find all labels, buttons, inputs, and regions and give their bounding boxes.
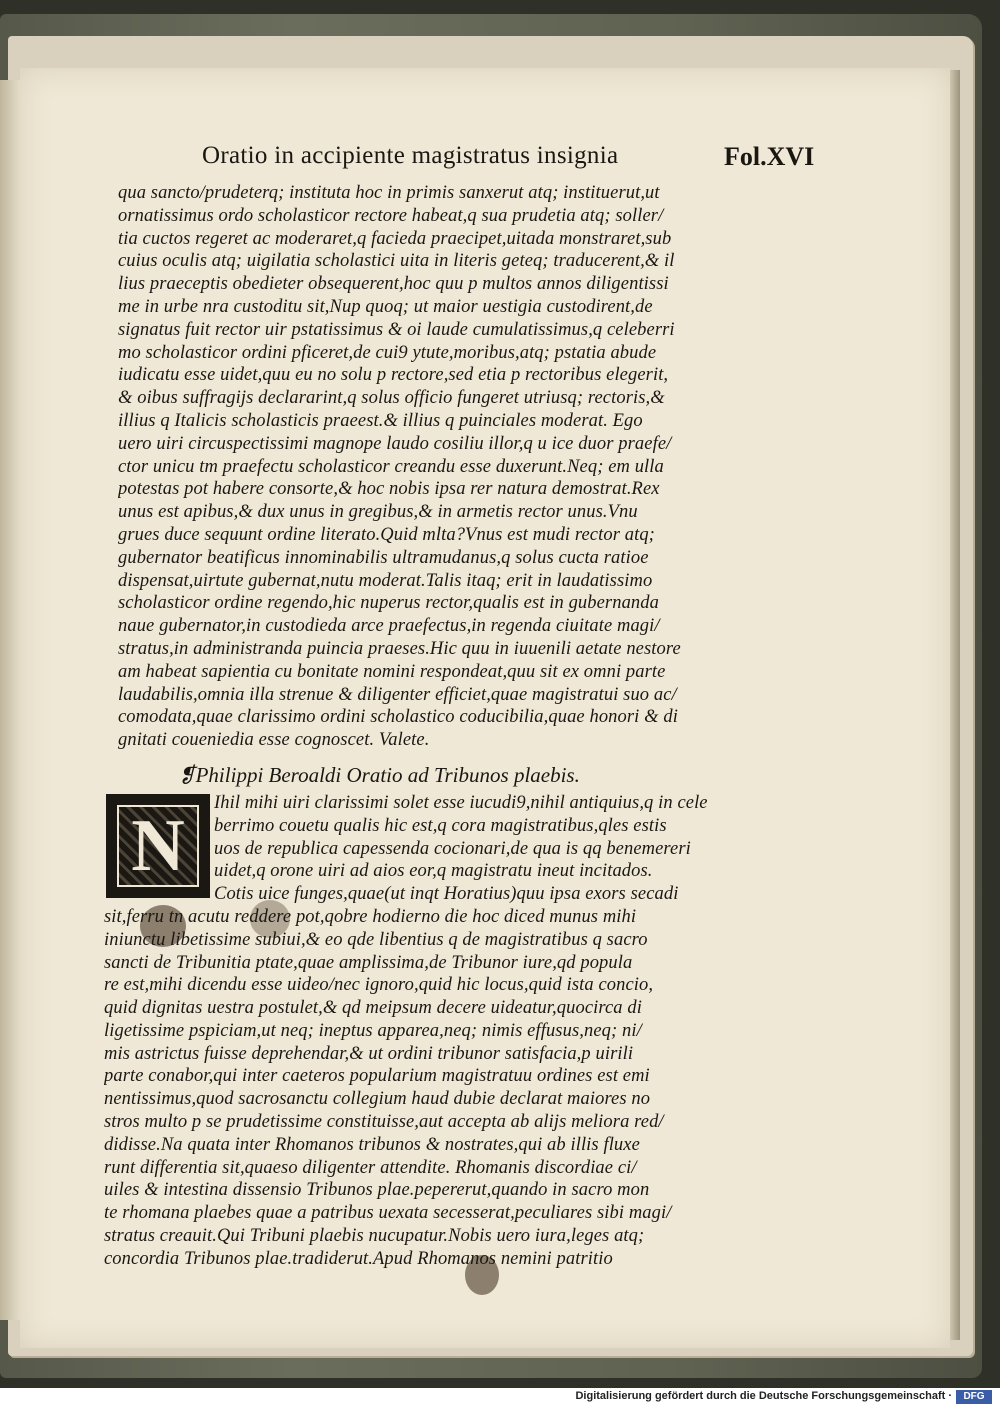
running-title: Oratio in accipiente magistratus insignia [202, 142, 619, 169]
text-line: ornatissimus ordo scholasticor rectore habeat,q sua prudetia atq; soller/ [118, 205, 664, 226]
text-line: illius q Italicis scholasticis praeest.& illius q puinciales moderat. Ego [118, 410, 643, 431]
text-line: mis astrictus fuisse deprehendar,& ut ordini tribunor satisfacia,p uirili [104, 1043, 634, 1064]
text-line: qua sancto/prudeterq; instituta hoc in primis sanxerut atq; instituerut,ut [118, 183, 660, 203]
text-line: lius praeceptis obedieter obsequerent,hoc quu p multos annos diligentissi [118, 274, 669, 295]
text-line: Cotis uice funges,quae(ut inqt Horatius)quu ipsa exors secadi [214, 884, 679, 905]
decorated-initial [106, 794, 210, 898]
text-line: concordia Tribunos plae.tradiderut.Apud Rhomanos nemini patritio [104, 1248, 613, 1269]
text-line: uiles & intestina dissensio Tribunos plae.pepererut,quando in sacro mon [104, 1180, 650, 1201]
text-line: stros multo p se prudetissime constituisse,aut accepta ab alijs meliora red/ [104, 1112, 664, 1133]
section-heading [178, 762, 794, 788]
text-line: am habeat sapientia cu bonitate nomini respondeat,quu sit ex omni parte [118, 661, 666, 682]
text-line: me in urbe nra custoditu sit,Nup quoq; ut maior uestigia custodirent,de [118, 296, 653, 317]
right-page-shadow [950, 70, 960, 1340]
text-line: ctor unicu tm praefectu scholasticor creandu esse duxerunt.Neq; em ulla [118, 456, 664, 477]
text-line: iudicatu esse uidet,quu eu no solu p rectore,sed etia p rectoribus elegerit, [118, 365, 669, 386]
text-line: & oibus suffragijs declararint,q solus officio fungeret utriusq; rectoris,& [118, 388, 665, 409]
text-line: comodata,quae clarissimo ordini scholastico coducibilia,quae honori & di [118, 707, 678, 728]
text-line: tia cuctos regeret ac moderaret,q facieda praecipet,uitada monstraret,sub [118, 228, 672, 249]
page-header [94, 142, 815, 182]
text-line: te rhomana plaebes quae a patribus uexata secesserat,peculiares sibi magi/ [104, 1203, 672, 1224]
text-line: quid dignitas uestra postulet,& qd meipsum decere uideatur,quocirca di [104, 998, 642, 1019]
text-line: uero uiri circuspectissimi magnope laudo cosiliu illor,q u ice duor praefe/ [118, 433, 672, 454]
text-line: mo scholasticor ordini pficeret,de cui9 ytute,moribus,atq; pstatia abude [118, 342, 657, 363]
heading-text: Philippi Beroaldi Oratio ad Tribunos plaebis. [195, 762, 580, 787]
text-line: naue gubernator,in custodieda arce praefectus,in regenda ciuitate magi/ [118, 616, 660, 637]
text-line: runt differentia sit,quaeso diligenter attendite. Rhomanis discordiae ci/ [104, 1157, 637, 1178]
text-line: dispensat,uirtute gubernat,nutu moderat.Talis itaq; erit in laudatissimo [118, 570, 653, 591]
text-line: cuius oculis atq; uigilatia scholastici uita in literis geteq; traducerent,& il [118, 251, 675, 272]
text-line: laudabilis,omnia illa strenue & diligenter efficiet,quae magistratui suo ac/ [118, 684, 677, 705]
text-line: unus est apibus,& dux unus in gregibus,& in armetis rector unus.Vnu [118, 502, 638, 523]
text-line: nentissimus,quod sacrosanctu collegium haud dubie declarat maiores no [104, 1089, 651, 1110]
text-line: gnitati coueniedia esse cognoscet. Valete. [118, 730, 430, 751]
text-line: uos de republica capessenda cocionari,de qua is qq benemereri [214, 838, 691, 859]
text-line: berrimo couetu qualis hic est,q cora magistratibus,qles estis [214, 815, 667, 836]
text-line: ligetissime pspiciam,ut neq; ineptus apparea,neq; nimis effusus,neq; ni/ [104, 1020, 642, 1041]
text-line: grues duce sequunt ordine literato.Quid mlta?Vnus est mudi rector atq; [118, 524, 655, 545]
text-line: scholasticor ordine regendo,hic nuperus rector,qualis est in gubernanda [118, 593, 659, 614]
text-line: signatus fuit rector uir pstatissimus & oi laude cumulatissimus,q celeberri [118, 319, 675, 340]
text-line: stratus,in administranda puincia praeses.Hic quu in iuuenili aetate nestore [118, 638, 681, 659]
text-line: stratus creauit.Qui Tribuni plaebis nucupatur.Nobis uero iura,leges atq; [104, 1226, 645, 1247]
text-line: gubernator beatificus innominabilis ultramudanus,q solus cucta ratioe [118, 547, 649, 568]
text-line: sancti de Tribunitia ptate,quae amplissima,de Tribunor iure,qd popula [104, 952, 633, 973]
text-line: uidet,q orone uiri ad aios eor,q magistratu ineut incitados. [214, 861, 653, 882]
folio-number: Fol.XVI [724, 142, 815, 171]
footer-bar [0, 1388, 1000, 1408]
pilcrow-icon: ❡ [178, 762, 196, 787]
text-line: sit,ferru tn acutu reddere pot,qobre hodierno die hoc diced munus mihi [104, 906, 637, 927]
second-oration-block [94, 792, 794, 1271]
text-line: Ihil mihi uiri clarissimi solet esse iucudi9,nihil antiquius,q in cele [214, 792, 708, 813]
page-text [94, 142, 815, 1271]
text-line: parte conabor,qui inter caeteros popularium magistratuu ordines est emi [104, 1066, 650, 1087]
initial-letter: N [131, 804, 185, 887]
text-line: potestas pot habere consorte,& hoc nobis ipsa rer natura demostrat.Rex [118, 479, 660, 500]
funding-credit: Digitalisierung gefördert durch die Deutsche Forschungsgemeinschaft · [575, 1390, 952, 1402]
text-line: re est,mihi dicendu esse uideo/nec ignoro,quid hic locus,quid ista concio, [104, 975, 654, 996]
dfg-logo: DFG [956, 1390, 992, 1404]
oration-text-block [94, 182, 794, 752]
text-line: didisse.Na quata inter Rhomanos tribunos & nostrates,qui ab illis fluxe [104, 1134, 640, 1155]
text-line: iniunctu libetissime subiui,& eo qde libentius q de magistratibus q sacro [104, 929, 648, 950]
